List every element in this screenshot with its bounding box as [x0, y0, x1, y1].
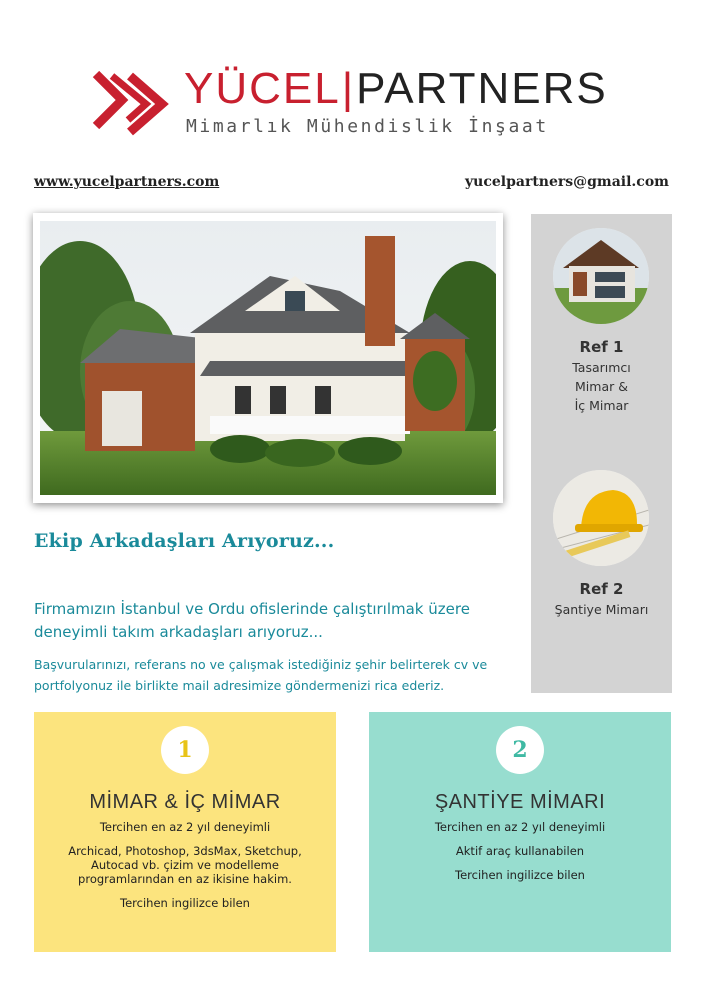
brand-separator: |: [341, 64, 356, 113]
brand-tagline: Mimarlık Mühendislik İnşaat: [186, 116, 549, 137]
position-card-site-architect: [369, 712, 671, 952]
application-instructions: Başvurularınızı, referans no ve çalışmak istediğiniz şehir belirterek cv ve portfolyonuz ile birlikte mail adresimize göndermenizi rica ederiz.: [34, 657, 488, 693]
reference-panel: [531, 214, 672, 693]
house-photo-frame: [33, 213, 503, 503]
requirement-item: Tercihen en az 2 yıl deneyimli: [434, 820, 606, 834]
website-link[interactable]: www.yucelpartners.com: [34, 174, 220, 190]
ref1-description: [531, 358, 672, 415]
brand-name-right: PARTNERS: [356, 64, 608, 113]
ref1-desc-line: Tasarımcı: [572, 360, 631, 375]
ref2-title: Ref 2: [579, 580, 624, 598]
ref1-desc-line: İç Mimar: [574, 398, 629, 413]
card-title: ŞANTİYE MİMARI: [434, 791, 606, 813]
position-card-architect: [34, 712, 336, 952]
logo-mark-icon: [92, 68, 178, 138]
card-number-badge: 1: [161, 726, 209, 774]
company-logo: [92, 64, 608, 146]
house-photo: [40, 221, 496, 495]
requirement-item: Tercihen ingilizce bilen: [120, 896, 250, 910]
page-headline: Ekip Arkadaşları Arıyoruz...: [34, 530, 335, 552]
requirement-item: Aktif araç kullanabilen: [455, 844, 585, 858]
requirements-list: [369, 820, 671, 892]
ref2-desc-line: Şantiye Mimarı: [554, 602, 649, 617]
card-number-badge: 2: [496, 726, 544, 774]
email-link[interactable]: yucelpartners@gmail.com: [465, 174, 669, 190]
ref1-desc-line: Mimar &: [575, 379, 628, 394]
requirement-item: Archicad, Photoshop, 3dsMax, Sketchup, Autocad vb. çizim ve modelleme programlarından en az ikisine hakim.: [68, 844, 302, 886]
lead-paragraph: Firmamızın İstanbul ve Ordu ofislerinde çalıştırılmak üzere deneyimli takım arkadaşları arıyoruz...: [34, 600, 470, 641]
ref2-hardhat-image: [553, 470, 649, 566]
ref1-title: Ref 1: [579, 338, 624, 356]
requirement-item: Tercihen ingilizce bilen: [455, 868, 585, 882]
ref1-house-image: [553, 228, 649, 324]
brand-name: [184, 64, 608, 114]
card-title: MİMAR & İÇ MİMAR: [89, 791, 281, 813]
ref2-description: [531, 600, 672, 619]
requirement-item: Tercihen en az 2 yıl deneyimli: [99, 820, 271, 834]
requirements-list: [34, 820, 336, 920]
brand-name-left: YÜCEL: [184, 64, 341, 113]
